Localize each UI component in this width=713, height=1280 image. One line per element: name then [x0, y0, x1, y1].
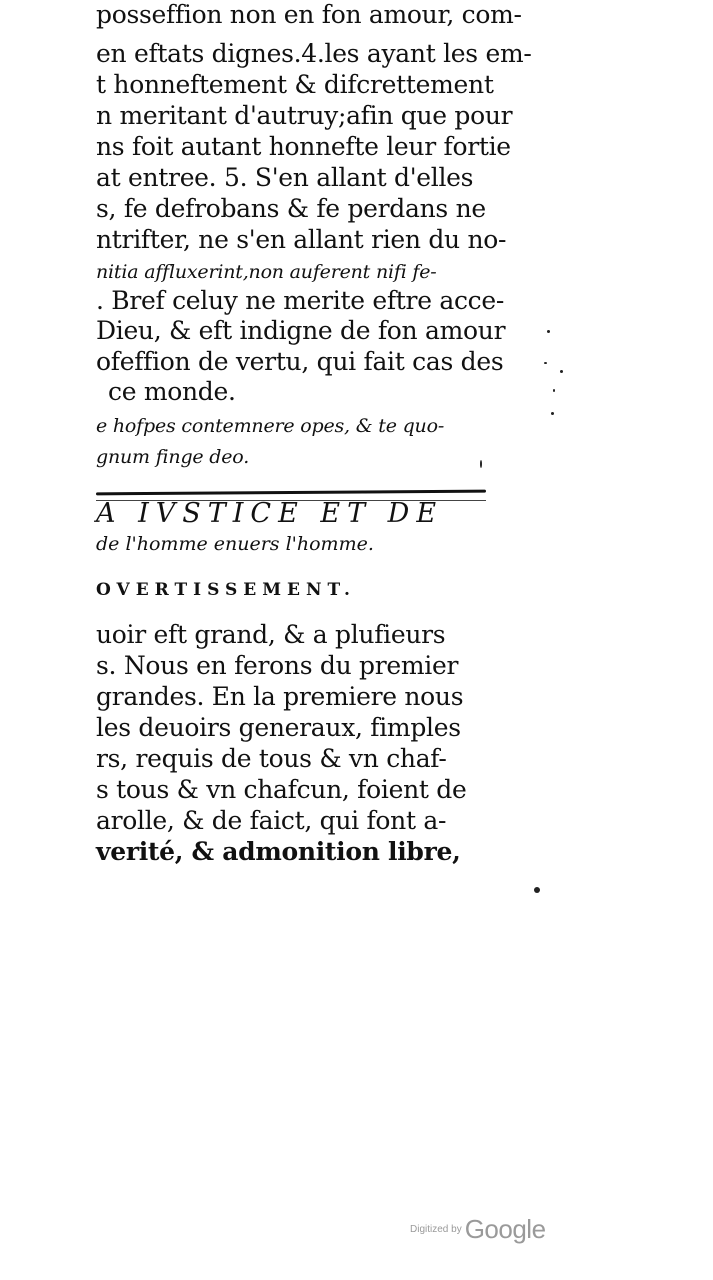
- watermark-prefix: Digitized by: [410, 1224, 462, 1235]
- text-line: en eftats dignes.4.les ayant les em-: [96, 39, 532, 68]
- text-line: uoir eft grand, & a plufieurs: [96, 620, 446, 649]
- text-line: posseffion non en fon amour, com-: [96, 0, 522, 29]
- chapter-subheading: de l'homme enuers l'homme.: [96, 533, 374, 555]
- chapter-heading: A IVSTICE ET DE: [96, 498, 444, 529]
- text-line: ce monde.: [108, 377, 236, 406]
- text-line: les deuoirs generaux, fimples: [96, 713, 461, 742]
- section-title: OVERTISSEMENT.: [96, 580, 356, 600]
- latin-quote-line: nitia affluxerint,non auferent nifi fe-: [96, 261, 437, 283]
- text-line: n meritant d'autruy;afin que pour: [96, 101, 513, 130]
- scan-speck: [544, 362, 547, 364]
- text-line: t honneftement & difcrettement: [96, 70, 494, 99]
- text-line: ntrifter, ne s'en allant rien du no-: [96, 225, 507, 254]
- text-line: verité, & admonition libre,: [96, 837, 461, 866]
- text-line: s tous & vn chafcun, foient de: [96, 775, 467, 804]
- text-line: at entree. 5. S'en allant d'elles: [96, 163, 474, 192]
- google-logo: Google: [464, 1214, 546, 1244]
- chapter-divider: [96, 490, 486, 496]
- text-line: Dieu, & eft indigne de fon amour: [96, 316, 506, 345]
- latin-quote-line: gnum finge deo.: [96, 446, 250, 468]
- text-line: ofeffion de vertu, qui fait cas des: [96, 347, 504, 376]
- text-line: s, fe defrobans & fe perdans ne: [96, 194, 486, 223]
- text-line: rs, requis de tous & vn chaf-: [96, 744, 447, 773]
- scan-speck: [553, 389, 555, 392]
- text-line: grandes. En la premiere nous: [96, 682, 464, 711]
- text-line: . Bref celuy ne merite eftre acce-: [96, 286, 504, 315]
- scan-speck: [480, 460, 482, 468]
- scan-speck: [547, 330, 550, 333]
- scan-speck: [560, 370, 563, 373]
- text-line: ns foit autant honnefte leur fortie: [96, 132, 511, 161]
- scan-speck: [551, 412, 554, 415]
- digitized-by-google-watermark: [410, 1214, 546, 1245]
- text-line: s. Nous en ferons du premier: [96, 651, 459, 680]
- latin-quote-line: e hofpes contemnere opes, & te quo-: [96, 415, 445, 437]
- scan-speck: [534, 887, 540, 893]
- text-line: arolle, & de faict, qui font a-: [96, 806, 447, 835]
